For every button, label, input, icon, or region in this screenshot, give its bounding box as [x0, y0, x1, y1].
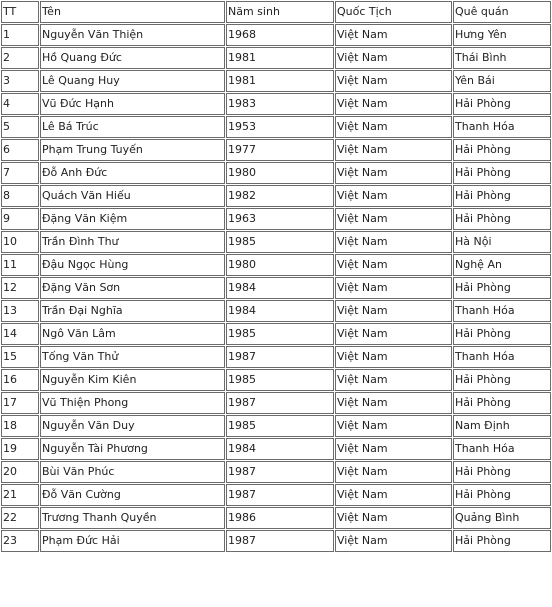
table-row [1, 277, 551, 299]
cell-ten: Hồ Quang Đức [40, 47, 225, 69]
table-row [1, 162, 551, 184]
cell-nam-sinh: 1987 [226, 530, 334, 552]
cell-quoc-tich: Việt Nam [335, 139, 452, 161]
cell-nam-sinh: 1953 [226, 116, 334, 138]
cell-ten: Trần Đại Nghĩa [40, 300, 225, 322]
cell-nam-sinh: 1986 [226, 507, 334, 529]
cell-tt: 19 [1, 438, 39, 460]
cell-quoc-tich: Việt Nam [335, 231, 452, 253]
cell-que-quan: Thanh Hóa [453, 346, 551, 368]
header-que-quan: Quê quán [453, 1, 551, 23]
cell-tt: 20 [1, 461, 39, 483]
table-row [1, 254, 551, 276]
cell-tt: 2 [1, 47, 39, 69]
table-row [1, 208, 551, 230]
cell-tt: 3 [1, 70, 39, 92]
cell-ten: Vũ Thiện Phong [40, 392, 225, 414]
cell-nam-sinh: 1984 [226, 438, 334, 460]
cell-que-quan: Hải Phòng [453, 369, 551, 391]
cell-nam-sinh: 1985 [226, 369, 334, 391]
cell-tt: 21 [1, 484, 39, 506]
table-row [1, 484, 551, 506]
cell-quoc-tich: Việt Nam [335, 208, 452, 230]
cell-tt: 7 [1, 162, 39, 184]
cell-tt: 12 [1, 277, 39, 299]
cell-tt: 23 [1, 530, 39, 552]
cell-nam-sinh: 1985 [226, 323, 334, 345]
cell-quoc-tich: Việt Nam [335, 530, 452, 552]
cell-quoc-tich: Việt Nam [335, 346, 452, 368]
cell-que-quan: Hải Phòng [453, 484, 551, 506]
cell-que-quan: Hải Phòng [453, 162, 551, 184]
cell-que-quan: Hà Nội [453, 231, 551, 253]
cell-que-quan: Thái Bình [453, 47, 551, 69]
cell-tt: 11 [1, 254, 39, 276]
table-row [1, 93, 551, 115]
cell-tt: 13 [1, 300, 39, 322]
cell-quoc-tich: Việt Nam [335, 392, 452, 414]
cell-tt: 17 [1, 392, 39, 414]
table-row [1, 369, 551, 391]
header-ten: Tên [40, 1, 225, 23]
cell-tt: 14 [1, 323, 39, 345]
cell-nam-sinh: 1977 [226, 139, 334, 161]
cell-nam-sinh: 1985 [226, 231, 334, 253]
cell-ten: Trương Thanh Quyền [40, 507, 225, 529]
cell-nam-sinh: 1985 [226, 415, 334, 437]
cell-que-quan: Yên Bái [453, 70, 551, 92]
cell-nam-sinh: 1987 [226, 392, 334, 414]
table-row [1, 392, 551, 414]
table-row [1, 116, 551, 138]
cell-ten: Đặng Văn Sơn [40, 277, 225, 299]
cell-quoc-tich: Việt Nam [335, 507, 452, 529]
cell-tt: 8 [1, 185, 39, 207]
cell-que-quan: Hải Phòng [453, 208, 551, 230]
cell-quoc-tich: Việt Nam [335, 438, 452, 460]
header-quoc-tich: Quốc Tịch [335, 1, 452, 23]
cell-quoc-tich: Việt Nam [335, 162, 452, 184]
cell-ten: Đặng Văn Kiệm [40, 208, 225, 230]
cell-tt: 5 [1, 116, 39, 138]
cell-que-quan: Hải Phòng [453, 461, 551, 483]
table-row [1, 231, 551, 253]
cell-ten: Nguyễn Văn Thiện [40, 24, 225, 46]
cell-quoc-tich: Việt Nam [335, 415, 452, 437]
cell-que-quan: Hưng Yên [453, 24, 551, 46]
table-row [1, 47, 551, 69]
table-row [1, 530, 551, 552]
cell-nam-sinh: 1984 [226, 300, 334, 322]
cell-quoc-tich: Việt Nam [335, 300, 452, 322]
header-nam-sinh: Năm sinh [226, 1, 334, 23]
cell-tt: 10 [1, 231, 39, 253]
cell-quoc-tich: Việt Nam [335, 254, 452, 276]
cell-que-quan: Thanh Hóa [453, 300, 551, 322]
cell-ten: Lê Quang Huy [40, 70, 225, 92]
cell-nam-sinh: 1968 [226, 24, 334, 46]
cell-que-quan: Quảng Bình [453, 507, 551, 529]
cell-ten: Lê Bá Trúc [40, 116, 225, 138]
cell-nam-sinh: 1987 [226, 461, 334, 483]
cell-quoc-tich: Việt Nam [335, 24, 452, 46]
cell-nam-sinh: 1982 [226, 185, 334, 207]
table-body [1, 24, 551, 552]
cell-ten: Trần Đình Thư [40, 231, 225, 253]
cell-ten: Nguyễn Kim Kiên [40, 369, 225, 391]
cell-nam-sinh: 1981 [226, 70, 334, 92]
table-row [1, 139, 551, 161]
cell-quoc-tich: Việt Nam [335, 93, 452, 115]
cell-que-quan: Hải Phòng [453, 277, 551, 299]
cell-que-quan: Thanh Hóa [453, 438, 551, 460]
table-row [1, 346, 551, 368]
cell-que-quan: Hải Phòng [453, 139, 551, 161]
cell-quoc-tich: Việt Nam [335, 116, 452, 138]
cell-quoc-tich: Việt Nam [335, 484, 452, 506]
cell-nam-sinh: 1980 [226, 162, 334, 184]
cell-ten: Ngô Văn Lâm [40, 323, 225, 345]
cell-quoc-tich: Việt Nam [335, 323, 452, 345]
header-tt: TT [1, 1, 39, 23]
table-row [1, 185, 551, 207]
cell-ten: Nguyễn Tài Phương [40, 438, 225, 460]
cell-tt: 18 [1, 415, 39, 437]
cell-nam-sinh: 1983 [226, 93, 334, 115]
cell-ten: Phạm Trung Tuyến [40, 139, 225, 161]
table-row [1, 300, 551, 322]
cell-tt: 6 [1, 139, 39, 161]
cell-quoc-tich: Việt Nam [335, 277, 452, 299]
cell-tt: 1 [1, 24, 39, 46]
cell-ten: Đỗ Văn Cường [40, 484, 225, 506]
cell-nam-sinh: 1987 [226, 346, 334, 368]
header-row [1, 1, 551, 23]
cell-que-quan: Nghệ An [453, 254, 551, 276]
cell-ten: Quách Văn Hiếu [40, 185, 225, 207]
cell-nam-sinh: 1984 [226, 277, 334, 299]
cell-ten: Tống Văn Thử [40, 346, 225, 368]
cell-nam-sinh: 1981 [226, 47, 334, 69]
cell-tt: 4 [1, 93, 39, 115]
cell-nam-sinh: 1987 [226, 484, 334, 506]
cell-ten: Nguyễn Văn Duy [40, 415, 225, 437]
cell-quoc-tich: Việt Nam [335, 185, 452, 207]
cell-que-quan: Hải Phòng [453, 323, 551, 345]
table-row [1, 507, 551, 529]
cell-nam-sinh: 1963 [226, 208, 334, 230]
cell-que-quan: Thanh Hóa [453, 116, 551, 138]
cell-nam-sinh: 1980 [226, 254, 334, 276]
table-row [1, 438, 551, 460]
cell-que-quan: Nam Định [453, 415, 551, 437]
table-row [1, 415, 551, 437]
table-row [1, 24, 551, 46]
cell-ten: Phạm Đức Hải [40, 530, 225, 552]
cell-tt: 15 [1, 346, 39, 368]
cell-quoc-tich: Việt Nam [335, 47, 452, 69]
cell-tt: 9 [1, 208, 39, 230]
cell-que-quan: Hải Phòng [453, 185, 551, 207]
cell-quoc-tich: Việt Nam [335, 461, 452, 483]
table-row [1, 323, 551, 345]
cell-quoc-tich: Việt Nam [335, 70, 452, 92]
cell-tt: 22 [1, 507, 39, 529]
cell-que-quan: Hải Phòng [453, 93, 551, 115]
cell-que-quan: Hải Phòng [453, 392, 551, 414]
cell-ten: Vũ Đức Hạnh [40, 93, 225, 115]
cell-ten: Đậu Ngọc Hùng [40, 254, 225, 276]
table-row [1, 461, 551, 483]
table-row [1, 70, 551, 92]
cell-tt: 16 [1, 369, 39, 391]
cell-que-quan: Hải Phòng [453, 530, 551, 552]
cell-ten: Đỗ Anh Đức [40, 162, 225, 184]
cell-ten: Bùi Văn Phúc [40, 461, 225, 483]
cell-quoc-tich: Việt Nam [335, 369, 452, 391]
